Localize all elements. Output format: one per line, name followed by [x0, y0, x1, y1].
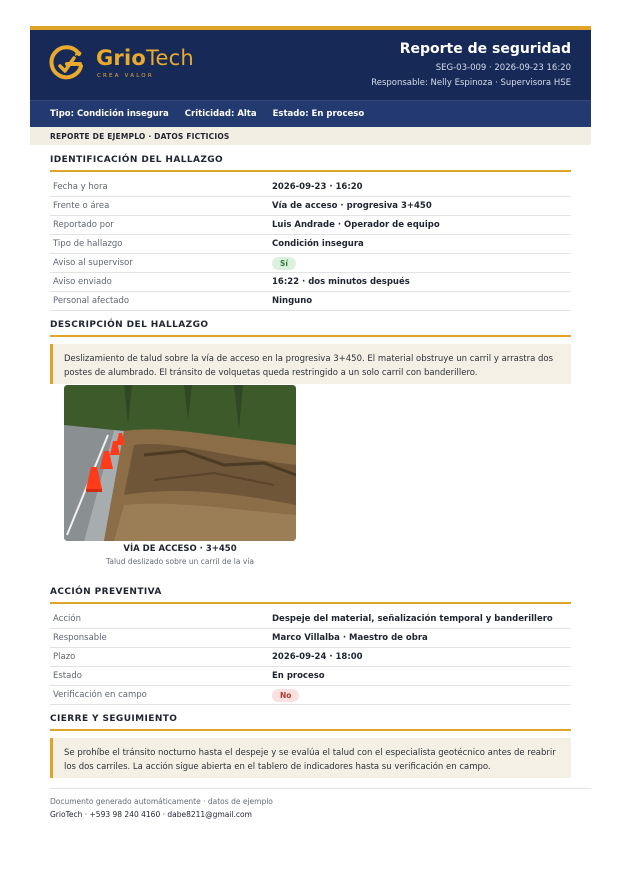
brand-name: GrioTech — [96, 46, 194, 70]
table-row: Aviso al supervisor Sí — [50, 254, 571, 273]
report-title: Reporte de seguridad — [399, 41, 571, 57]
table-row: Estado En proceso — [50, 667, 571, 686]
table-row: Fecha y hora 2026-09-23 · 16:20 — [50, 178, 571, 197]
accion-table — [50, 610, 571, 705]
table-row: Reportado por Luis Andrade · Operador de equipo — [50, 216, 571, 235]
photo-title: VÍA DE ACCESO · 3+450 — [123, 544, 237, 554]
brand-tagline: CREA VALOR — [97, 73, 154, 79]
table-row: Plazo 2026-09-24 · 18:00 — [50, 648, 571, 667]
description-callout: Deslizamiento de talud sobre la vía de acceso en la progresiva 3+450. El material obstruye un carril y arrastra dos postes de alumbrado. El tránsito de volquetas queda restringido a un solo carril con banderillero. — [50, 344, 571, 384]
footer-contact: GrioTech · +593 98 240 4160 · dabe8211@gmail.com — [50, 810, 252, 819]
section-title-cierre: CIERRE Y SEGUIMIENTO — [50, 714, 571, 731]
status-type: Tipo: Condición insegura — [50, 109, 169, 119]
footer-divider — [50, 788, 591, 789]
table-row: Tipo de hallazgo Condición insegura — [50, 235, 571, 254]
table-row: Acción Despeje del material, señalización temporal y banderillero — [50, 610, 571, 629]
table-row: Frente o área Vía de acceso · progresiva 3+450 — [50, 197, 571, 216]
section-title-identificacion: IDENTIFICACIÓN DEL HALLAZGO — [50, 155, 571, 172]
section-title-descripcion: DESCRIPCIÓN DEL HALLAZGO — [50, 320, 571, 337]
status-criticality: Criticidad: Alta — [184, 109, 257, 119]
supervisor-notice-badge: Sí — [272, 257, 296, 270]
table-row: Verificación en campo No — [50, 686, 571, 705]
landslide-photo — [64, 385, 296, 541]
section-title-accion: ACCIÓN PREVENTIVA — [50, 587, 571, 604]
report-responsible: Responsable: Nelly Espinoza · Supervisora HSE — [371, 78, 571, 88]
report-code: SEG-03-009 · 2026-09-23 16:20 — [435, 63, 571, 73]
table-row: Responsable Marco Villalba · Maestro de obra — [50, 629, 571, 648]
table-row: Aviso enviado 16:22 · dos minutos después — [50, 273, 571, 292]
identificacion-table — [50, 178, 571, 311]
field-verification-badge: No — [272, 689, 299, 702]
table-row: Personal afectado Ninguno — [50, 292, 571, 311]
sample-notice: REPORTE DE EJEMPLO · DATOS FICTICIOS — [30, 127, 591, 145]
status-state: Estado: En proceso — [272, 109, 365, 119]
photo-caption: Talud deslizado sobre un carril de la vía — [106, 557, 254, 566]
closure-callout: Se prohíbe el tránsito nocturno hasta el despeje y se evalúa el talud con el especialista geotécnico antes de reabrir los dos carriles. La acción sigue abierta en el tablero de indicadores hasta su verificación en campo. — [50, 738, 571, 778]
footer-note: Documento generado automáticamente · datos de ejemplo — [50, 797, 273, 806]
report-body — [30, 0, 591, 878]
